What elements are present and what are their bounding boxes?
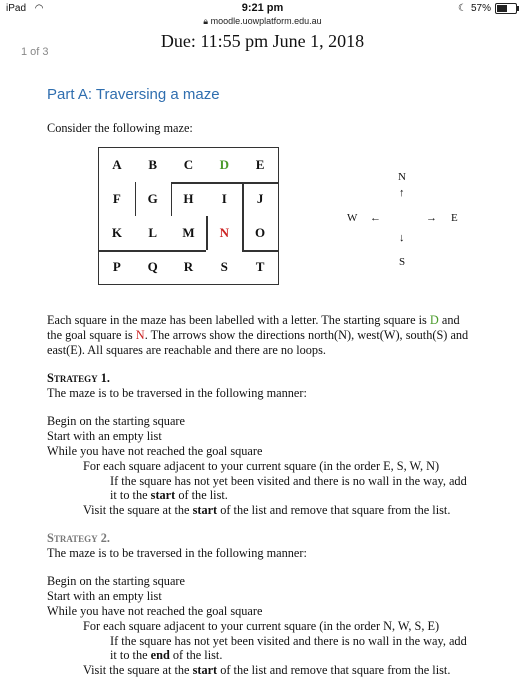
compass-west: W: [347, 212, 358, 224]
strategy-1-heading: Strategy 1.: [47, 371, 110, 385]
maze-cell-a: A: [112, 157, 122, 172]
strategy-2-intro: The maze is to be traversed in the following manner:: [47, 546, 307, 560]
strategy-1-intro: The maze is to be traversed in the following manner:: [47, 386, 307, 400]
maze-cell-t: T: [255, 259, 265, 274]
moon-icon: ☾: [458, 3, 467, 14]
strategy-2-line: While you have not reached the goal square: [47, 604, 263, 618]
battery-icon: [495, 3, 517, 14]
maze-wall: [99, 250, 206, 252]
maze-wall: [242, 182, 244, 250]
due-date: Due: 11:55 pm June 1, 2018: [160, 31, 365, 51]
compass-east: E: [451, 212, 458, 224]
strategy-2-line: For each square adjacent to your current square (in the order N, W, S, E): [83, 619, 440, 633]
url-bar[interactable]: [0, 16, 525, 27]
part-title: Part A: Traversing a maze: [47, 86, 220, 103]
compass-south: S: [399, 256, 406, 268]
strategy-2-line: If the square has not yet been visited and there is no wall in the way, add: [110, 634, 467, 648]
maze-wall: [135, 182, 137, 216]
maze-cell-m: M: [182, 225, 195, 240]
maze-grid: [98, 147, 279, 285]
maze-wall: [242, 250, 278, 252]
strategy-1-line: If the square has not yet been visited and there is no wall in the way, add: [110, 474, 467, 488]
maze-cell-h: H: [183, 191, 194, 206]
strategy-2-heading: Strategy 2.: [47, 531, 110, 545]
strategy-1-line: While you have not reached the goal square: [47, 444, 263, 458]
strategy-2-line: Start with an empty list: [47, 589, 162, 603]
maze-cell-p: P: [112, 259, 121, 274]
strategy-1-line: Begin on the starting square: [47, 414, 185, 428]
strategy-1-line: it to the start of the list.: [110, 488, 228, 502]
compass-north: N: [398, 171, 406, 183]
status-time: 9:21 pm: [241, 2, 284, 14]
maze-cell-f: F: [112, 191, 121, 206]
arrow-down-icon: ↓: [399, 232, 405, 244]
strategy-1-line: For each square adjacent to your current square (in the order E, S, W, N): [83, 459, 440, 473]
maze-wall: [171, 182, 278, 184]
battery-fill: [497, 5, 507, 12]
arrow-up-icon: ↑: [399, 187, 405, 199]
description-line: the goal square is N. The arrows show the directions north(N), west(W), south(S) and: [47, 328, 469, 342]
strategy-2-line: Begin on the starting square: [47, 574, 185, 588]
maze-wall: [206, 216, 208, 250]
maze-cell-i: I: [221, 191, 227, 206]
strategy-2-line: Visit the square at the start of the list and remove that square from the list.: [83, 663, 451, 677]
arrow-left-icon: ←: [370, 212, 381, 224]
arrow-right-icon: →: [426, 212, 437, 224]
maze-cell-o: O: [255, 225, 266, 240]
maze-cell-n: N: [219, 225, 229, 240]
maze-cell-d: D: [219, 157, 229, 172]
maze-cell-k: K: [111, 225, 122, 240]
strategy-1-line: Start with an empty list: [47, 429, 162, 443]
url-text[interactable]: moodle.uowplatform.edu.au: [210, 16, 322, 26]
maze-cell-j: J: [256, 191, 264, 206]
status-bar: [0, 0, 525, 30]
maze-cell-q: Q: [147, 259, 158, 274]
goal-square: N: [135, 328, 145, 342]
page-indicator: 1 of 3: [21, 46, 49, 58]
device-name: iPad: [6, 3, 27, 14]
maze-cell-s: S: [220, 259, 228, 274]
lock-icon: 🔒︎: [203, 16, 209, 26]
description-line: east(E). All squares are reachable and there are no loops.: [47, 343, 326, 357]
maze-cell-g: G: [147, 191, 158, 206]
wifi-icon: ◠: [34, 3, 44, 14]
battery-percent: 57%: [470, 3, 491, 14]
maze-cell-l: L: [148, 225, 158, 240]
start-square: D: [429, 313, 439, 327]
maze-cell-b: B: [148, 157, 158, 172]
maze-cell-e: E: [255, 157, 265, 172]
maze-cell-r: R: [183, 259, 194, 274]
strategy-1-line: Visit the square at the start of the list and remove that square from the list.: [83, 503, 451, 517]
strategy-2-line: it to the end of the list.: [110, 648, 223, 662]
description-line: Each square in the maze has been labelled with a letter. The starting square is D and: [47, 313, 460, 327]
maze-wall: [171, 182, 173, 216]
intro-text: Consider the following maze:: [47, 121, 193, 135]
maze-cell-c: C: [183, 157, 194, 172]
